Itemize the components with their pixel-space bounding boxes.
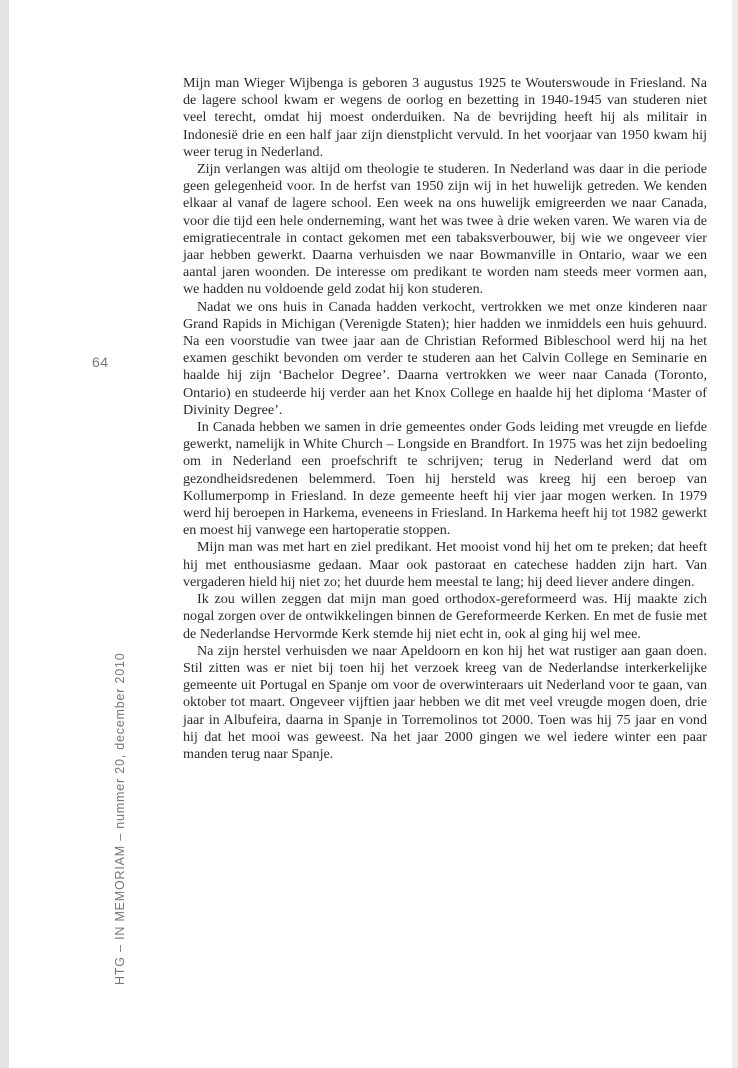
paragraph: Zijn verlangen was altijd om theologie te studeren. In Nederland was daar in die periode geen gelegenheid voor. In de herfst van 1950 zijn wij in het huwelijk getreden. We kenden elkaar al vanaf de lagere school. Een week na ons huwelijk emigreerden we naar Canada, voor die tijd een hele onderneming, want het was twee à drie weken varen. We waren via de emigratiecentrale in contact gekomen met een tabaksverbouwer, bij wie we ongeveer vier jaar hebben gewerkt. Daarna verhuisden we naar Bowmanville in Ontario, waar we een aantal jaren woonden. De interesse om predikant te worden nam steeds meer vormen aan, we hadden nu voldoende geld zodat hij kon studeren. bbox=[183, 161, 707, 298]
page-number: 64 bbox=[92, 354, 109, 370]
paragraph: Ik zou willen zeggen dat mijn man goed orthodox-gereformeerd was. Hij maakte zich nogal zorgen over de ontwikkelingen binnen de Gereformeerde Kerken. En met de fusie met de Nederlandse Hervormde Kerk stemde hij niet echt in, ook al ging hij wel mee. bbox=[183, 591, 707, 642]
page-edge-right bbox=[732, 0, 738, 1068]
article-body bbox=[183, 75, 707, 763]
page-edge-left bbox=[0, 0, 9, 1068]
paragraph: Nadat we ons huis in Canada hadden verkocht, vertrokken we met onze kinderen naar Grand Rapids in Michigan (Verenigde Staten); hier hadden we inmiddels een huis gehuurd. Na een voorstudie van twee jaar aan de Christian Reformed Bibleschool werd hij na het examen geschikt bevonden om verder te studeren aan het Calvin College en Seminarie en haalde hij zijn ‘Bachelor Degree’. Daarna vertrokken we weer naar Canada (Toronto, Ontario) en studeerde hij verder aan het Knox College en haalde hij het diploma ‘Master of Divinity Degree’. bbox=[183, 298, 707, 418]
paragraph: In Canada hebben we samen in drie gemeentes onder Gods leiding met vreugde en liefde gewerkt, namelijk in White Church – Longside en Brandfort. In 1975 was het zijn bedoeling om in Nederland een proefschrift te schrijven; terug in Nederland werd dat om gezondheidsredenen belemmerd. Toen hij hersteld was kreeg hij een beroep van Kollumerpomp in Friesland. In deze gemeente heeft hij vier jaar mogen werken. In 1979 werd hij beroepen in Harkema, eveneens in Friesland. In Harkema heeft hij tot 1982 gewerkt en moest hij vanwege een hartoperatie stoppen. bbox=[183, 419, 707, 539]
paragraph: Mijn man was met hart en ziel predikant. Het mooist vond hij het om te preken; dat heeft hij met enthousiasme gedaan. Maar ook pastoraat en catechese hadden zijn hart. Van vergaderen hield hij niet zo; het duurde hem meestal te lang; hij deed liever andere dingen. bbox=[183, 539, 707, 590]
running-head: HTG – IN MEMORIAM – nummer 20, december 2010 bbox=[113, 652, 127, 985]
paragraph: Mijn man Wieger Wijbenga is geboren 3 augustus 1925 te Wouterswoude in Friesland. Na de lagere school kwam er wegens de oorlog en bezetting in 1940-1945 van studeren niet veel terecht, omdat hij moest onderduiken. Na de bevrijding heeft hij als militair in Indonesië drie en een half jaar zijn dienstplicht vervuld. In het voorjaar van 1950 kwam hij weer terug in Nederland. bbox=[183, 75, 707, 160]
paragraph: Na zijn herstel verhuisden we naar Apeldoorn en kon hij het wat rustiger aan gaan doen. Stil zitten was er niet bij toen hij het verzoek kreeg van de Nederlandse interkerkelijke gemeente uit Portugal en Spanje om voor de overwinteraars uit Nederland voor te gaan, van oktober tot maart. Ongeveer vijftien jaar hebben we dit met veel vreugde mogen doen, drie jaar in Albufeira, daarna in Spanje in Torremolinos tot 2000. Toen was hij 75 jaar en vond hij dat het mooi was geweest. Na het jaar 2000 gingen we wel iedere winter een paar manden terug naar Spanje. bbox=[183, 642, 707, 762]
